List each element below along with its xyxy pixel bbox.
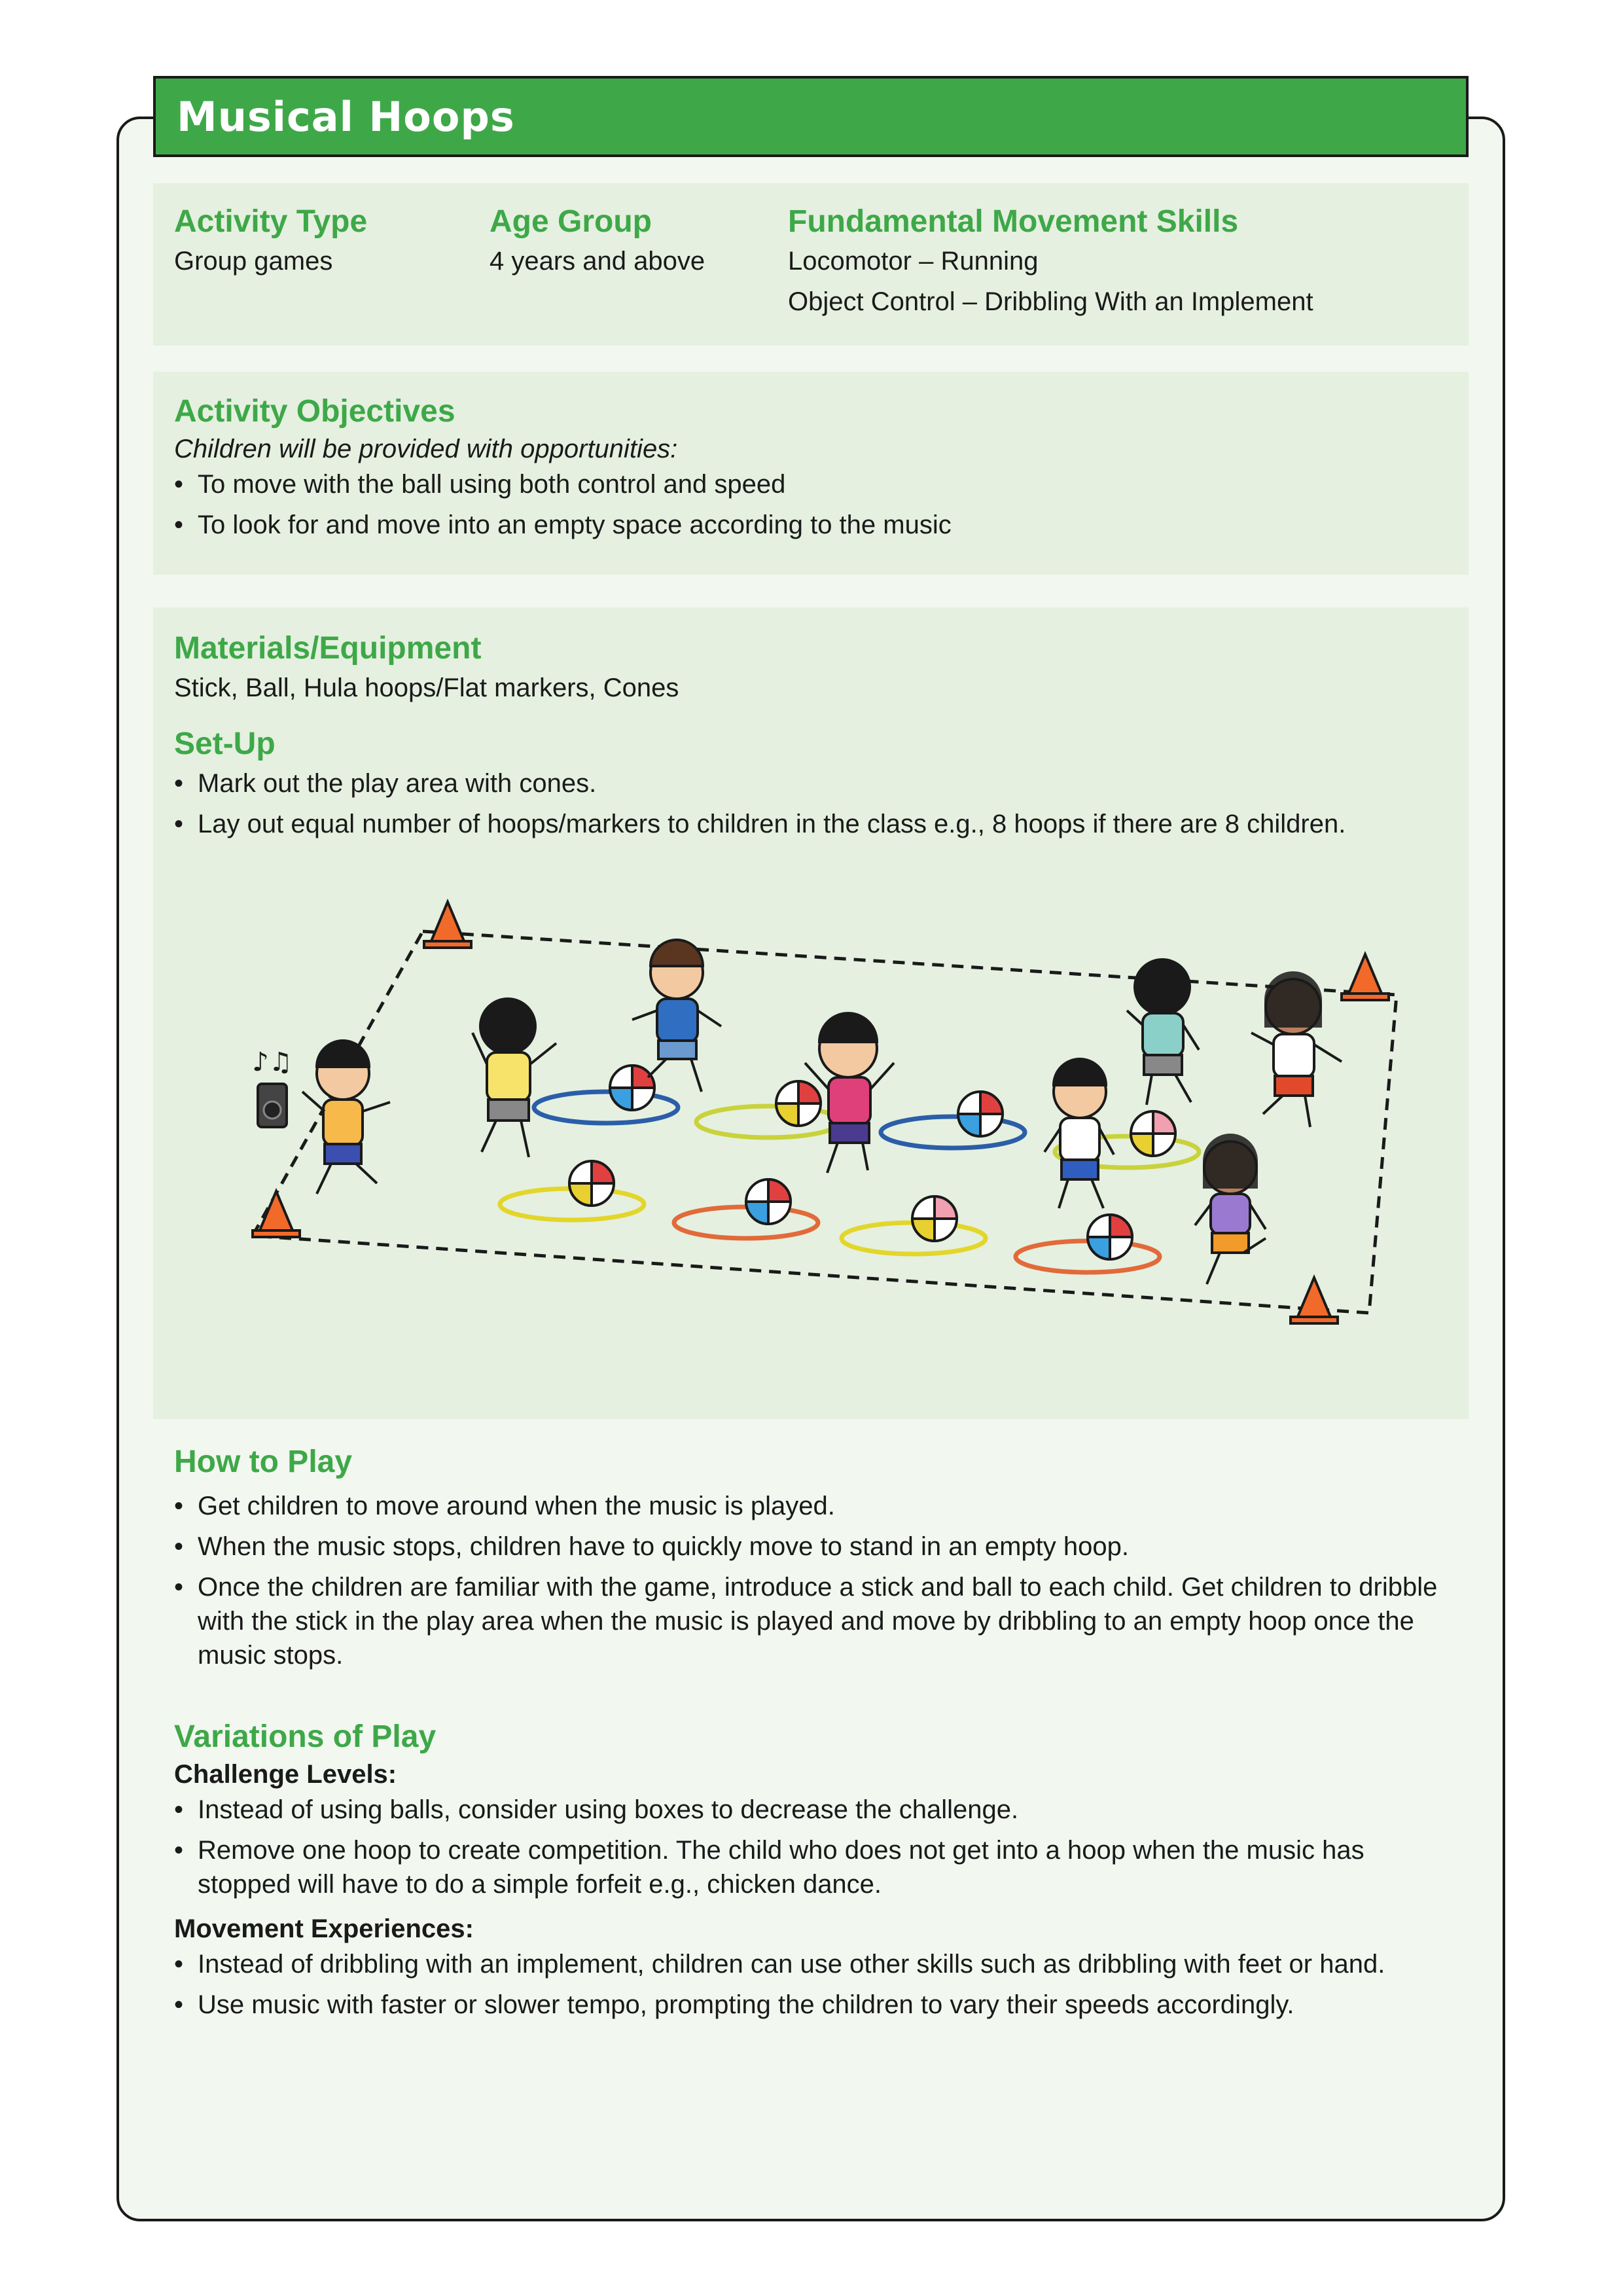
objectives-list <box>174 467 1448 542</box>
child-figure <box>1251 973 1342 1127</box>
objectives-panel <box>153 372 1469 575</box>
child-figure <box>473 999 556 1157</box>
child-figure <box>1044 1059 1114 1208</box>
hoop <box>881 1117 1025 1148</box>
setup-panel <box>153 607 1469 1419</box>
list-item: • Lay out equal number of hoops/markers to children in the class e.g., 8 hoops if there are 8 children. <box>174 807 1448 841</box>
page-title: Musical Hoops <box>177 92 515 141</box>
movement-heading: Movement Experiences: <box>174 1914 474 1943</box>
list-item: • Remove one hoop to create competition. The child who does not get into a hoop when the music has stopped will have to do a simple forfeit e.g., chicken dance. <box>174 1833 1450 1901</box>
list-item: • Mark out the play area with cones. <box>174 766 1448 800</box>
setup-list <box>174 766 1448 841</box>
list-item: • Instead of using balls, consider using boxes to decrease the challenge. <box>174 1793 1450 1827</box>
list-item: • Use music with faster or slower tempo, prompting the children to vary their speeds accordingly. <box>174 1988 1450 2022</box>
list-item: • To move with the ball using both control and speed <box>174 467 1448 501</box>
materials-heading: Materials/Equipment <box>174 631 482 666</box>
list-item: • Once the children are familiar with the game, introduce a stick and ball to each child. Get children to dribble with the stick in the play area when the music is played and move by dribbling to an empty hoop once the music stops. <box>174 1570 1450 1672</box>
how-to-play-section <box>174 1443 1450 1679</box>
play-area-illustration <box>174 895 1448 1393</box>
speaker-icon <box>252 1047 292 1127</box>
how-to-play-list <box>174 1489 1450 1672</box>
variations-heading: Variations of Play <box>174 1719 437 1754</box>
variations-section <box>174 1718 1450 2028</box>
list-item: • To look for and move into an empty space according to the music <box>174 508 1448 542</box>
hoop <box>674 1207 818 1238</box>
cone-icon <box>424 902 471 948</box>
challenge-heading: Challenge Levels: <box>174 1759 397 1789</box>
movement-skills: Fundamental Movement Skills Locomotor – Running Object Control – Dribbling With an Implement <box>788 204 1313 316</box>
age-group: Age Group 4 years and above <box>490 204 705 276</box>
cone-icon <box>1291 1278 1338 1323</box>
child-figure <box>1127 960 1199 1105</box>
setup-heading: Set-Up <box>174 726 276 761</box>
how-to-play-heading: How to Play <box>174 1444 353 1479</box>
child-figure <box>302 1041 390 1194</box>
cone-icon <box>253 1191 300 1237</box>
objectives-heading: Activity Objectives <box>174 394 455 429</box>
play-area-boundary <box>253 931 1397 1313</box>
list-item: • Instead of dribbling with an implement, children can use other skills such as dribbling with feet or hand. <box>174 1947 1450 1981</box>
info-panel <box>153 183 1469 346</box>
svg-text:♪♫: ♪♫ <box>252 1047 293 1077</box>
title-bar <box>153 76 1469 157</box>
hoop <box>534 1092 678 1123</box>
materials-text: Stick, Ball, Hula hoops/Flat markers, Cones <box>174 673 679 702</box>
child-figure <box>1195 1135 1266 1284</box>
objectives-intro: Children will be provided with opportunities: <box>174 434 678 463</box>
hoop <box>1016 1241 1160 1272</box>
movement-list <box>174 1947 1450 2022</box>
cone-icon <box>1342 954 1389 1000</box>
list-item: • Get children to move around when the music is played. <box>174 1489 1450 1523</box>
activity-type: Activity Type Group games <box>174 204 368 276</box>
challenge-list <box>174 1793 1450 1901</box>
list-item: • When the music stops, children have to quickly move to stand in an empty hoop. <box>174 1530 1450 1564</box>
